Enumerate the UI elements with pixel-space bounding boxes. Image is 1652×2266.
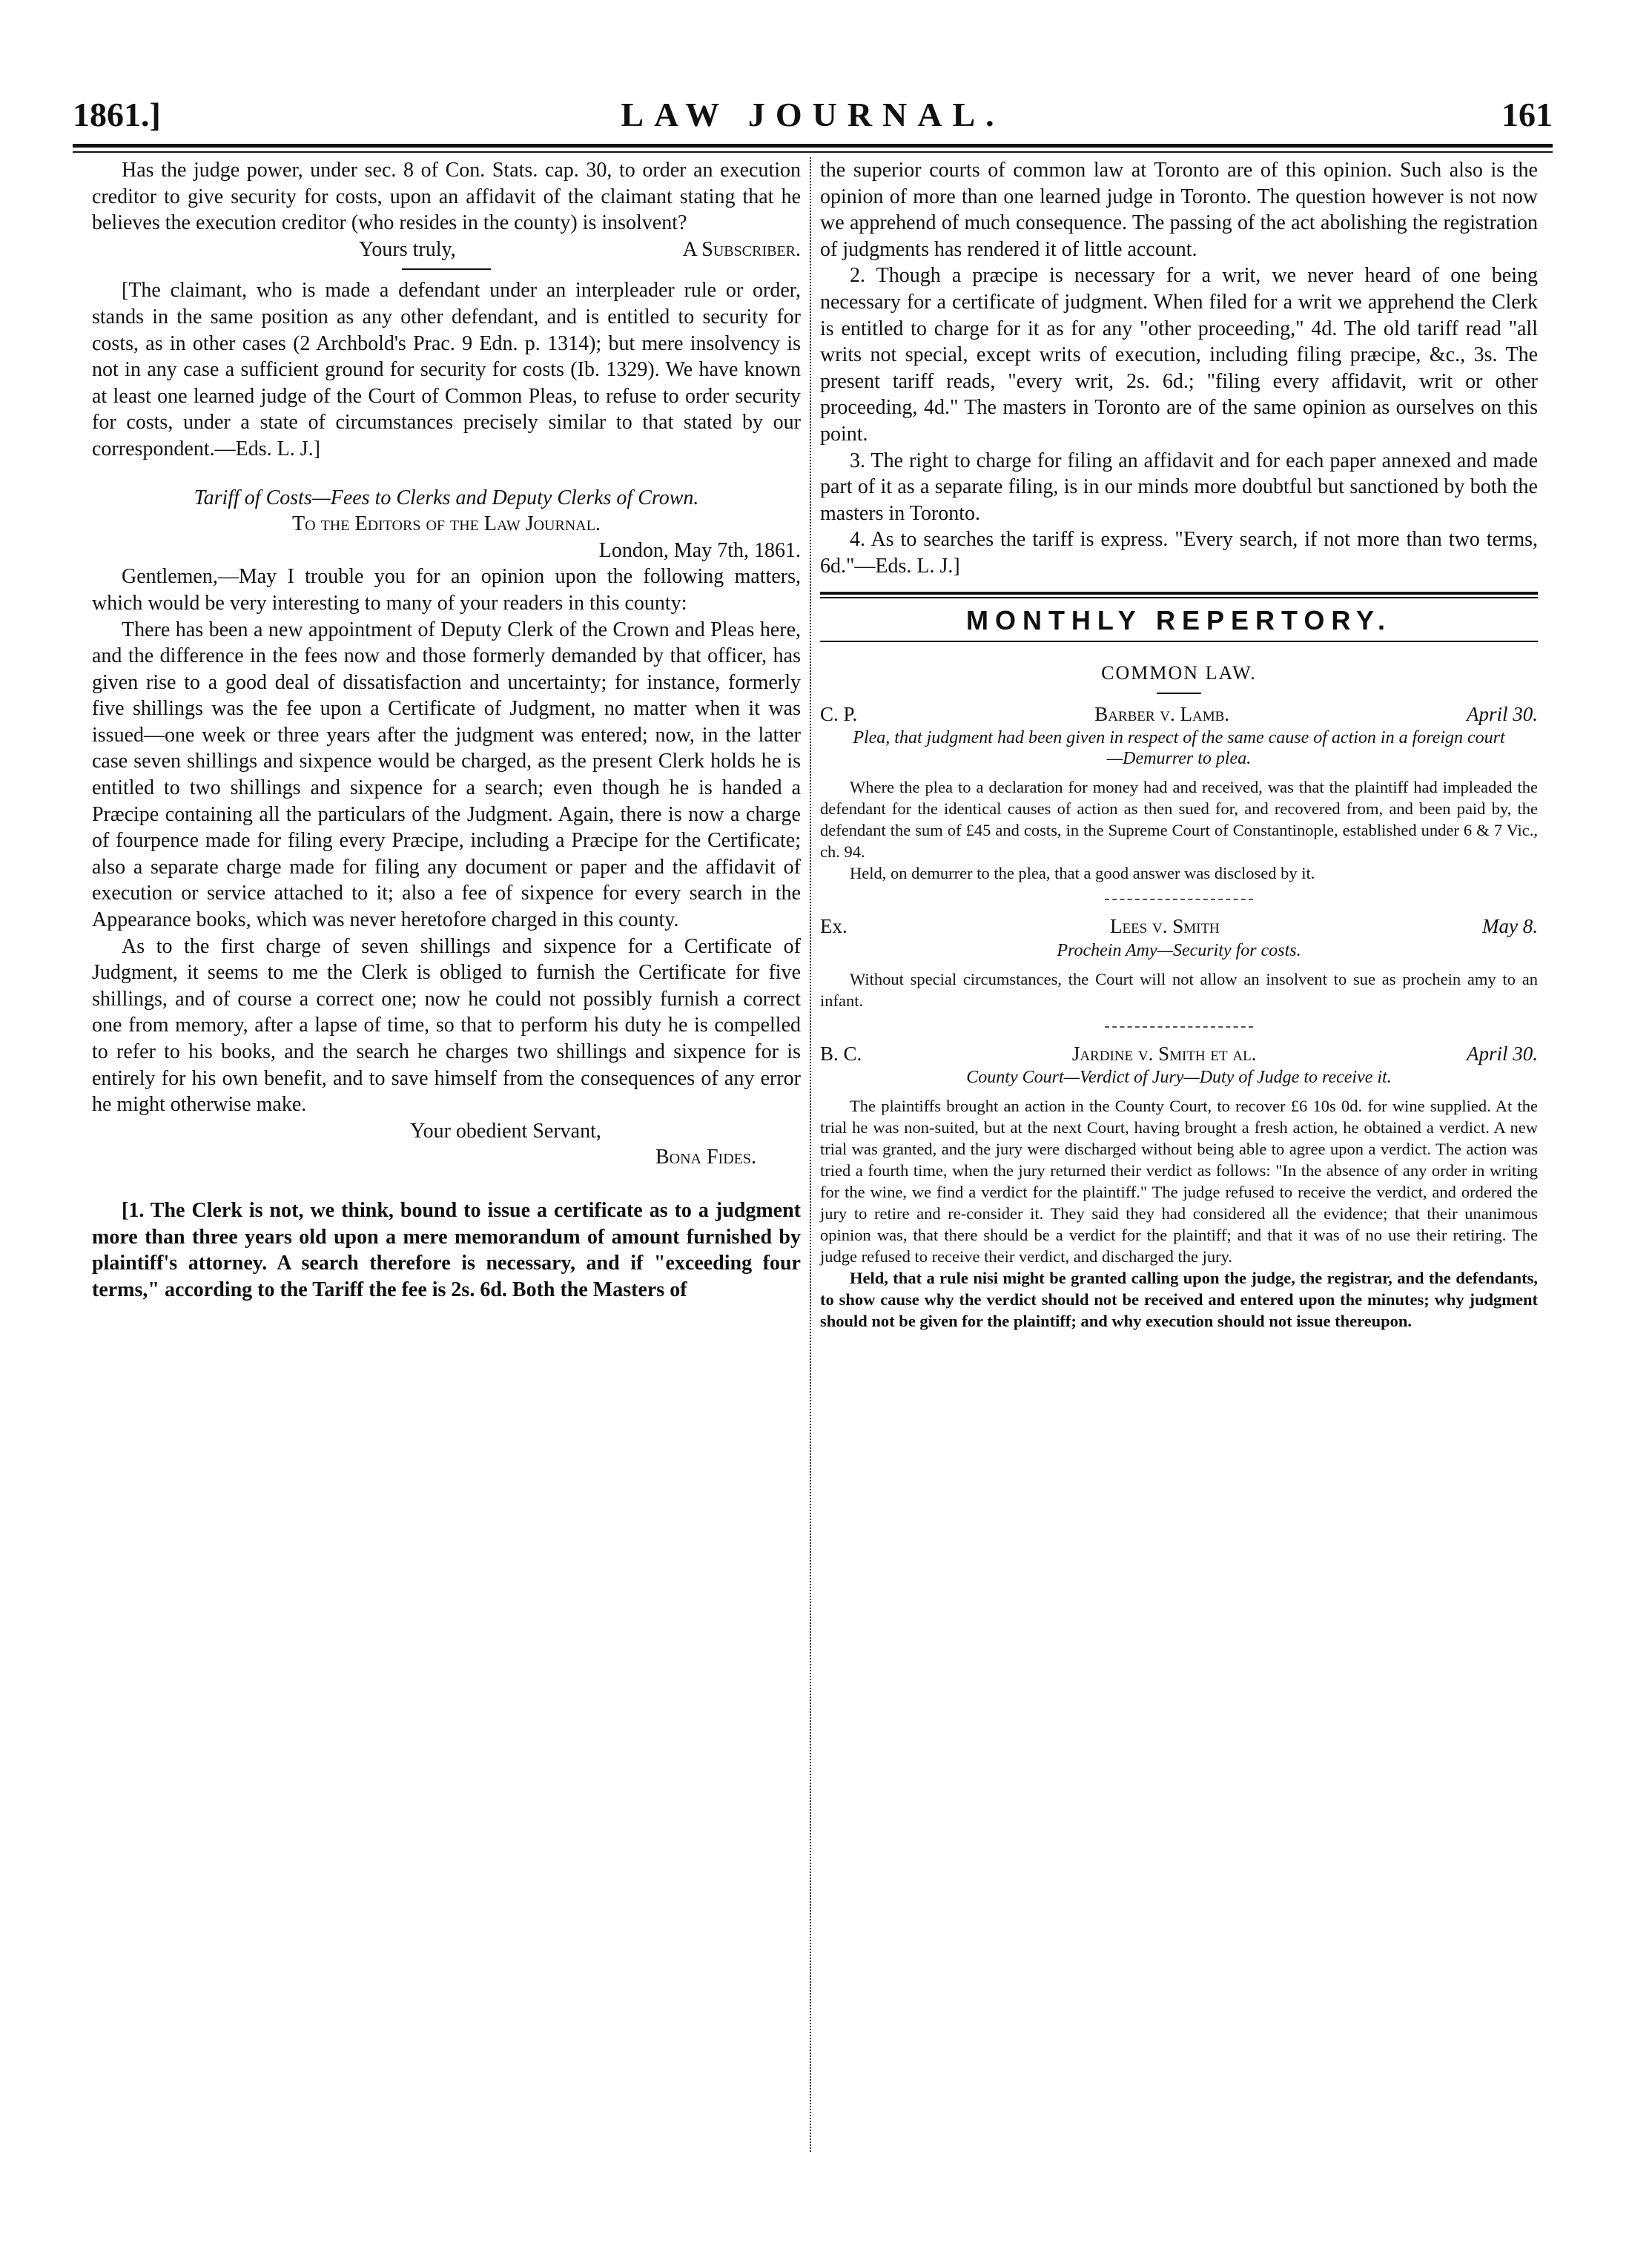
running-header bbox=[73, 95, 1553, 139]
case-date: April 30. bbox=[1466, 1042, 1538, 1065]
repertory-rule-bottom bbox=[820, 641, 1538, 642]
case-body: Where the plea to a declaration for money had and received, was that the plaintiff had impleaded the defendant for the identical causes of action as then sued for, and recovered from, and been paid by, the defendant the sum of £45 and costs, in the Supreme Court of Constantinople, established under 6 & 7 Vic., ch. 94. bbox=[820, 778, 1538, 862]
case-court: B. C. bbox=[820, 1042, 862, 1065]
question-paragraph: Has the judge power, under sec. 8 of Con. Stats. cap. 30, to order an execution creditor to give security for costs, upon an affidavit of the claimant stating that he believes the execution creditor (who resides in the county) is insolvent? bbox=[92, 159, 801, 235]
question-signer: A Subscriber. bbox=[682, 237, 801, 261]
case-body: The plaintiffs brought an action in the County Court, to recover £6 10s 0d. for wine supplied. At the trial he was non-suited, but at the next Court, having brought a fresh action, he obtained a verdict. A new trial was granted, and the jury were discharged without being able to agree upon a verdict. The action was tried a fourth time, when the jury returned their verdict as follows: "In the absence of any order in writing for the wine, we find a verdict for the plaintiff." The judge refused to receive the verdict, and ordered the jury to retire and re-consider it. They said they had considered all the evidence; that their unanimous opinion was, that there should be a verdict for the plaintiff; and that it was of no use their retiring. The judge refused to receive their verdict, and discharged the jury. bbox=[820, 1097, 1538, 1266]
editors-reply-3: 3. The right to charge for filing an affidavit and for each paper annexed and made part of it as a separate filing, is in our minds more doubtful but sanctioned by both the masters in Toronto. bbox=[820, 449, 1538, 525]
to-editors: To the Editors of the Law Journal. bbox=[292, 512, 601, 536]
editors-reply-4: 4. As to searches the tariff is express. "Every search, if not more than two terms, 6d."—Eds. L. J.] bbox=[820, 528, 1538, 578]
case-court: Ex. bbox=[820, 915, 848, 938]
letter-paragraph-1: Gentlemen,—May I trouble you for an opinion upon the following matters, which would be very interesting to many of your readers in this county: bbox=[92, 565, 801, 615]
case-subject: Plea, that judgment had been given in respect of the same cause of action in a foreign court—Demurrer to plea. bbox=[853, 728, 1505, 769]
divider bbox=[1105, 899, 1253, 900]
section-common-law: COMMON LAW. bbox=[1101, 662, 1257, 684]
monthly-repertory-title: MONTHLY REPERTORY. bbox=[965, 604, 1392, 635]
case-entry bbox=[820, 1041, 1538, 1332]
header-title: LAW JOURNAL. bbox=[621, 96, 1005, 133]
letter-close: Your obedient Servant, bbox=[410, 1119, 601, 1143]
left-column bbox=[92, 157, 801, 1303]
case-name: Jardine v. Smith et al. bbox=[1071, 1042, 1257, 1065]
editors-reply-2: 2. Though a præcipe is necessary for a writ, we never heard of one being necessary for a certificate of judgment. When filed for a writ we apprehend the Clerk is entitled to charge for it as for any "other proceeding," 4d. The old tariff read "all writs not special, except writs of execution, including filing præcipe, &c., 3s. The present tariff reads, "every writ, 2s. 6d.; "filing every affidavit, writ or other proceeding, 4d." The masters in Toronto are of the same opinion as ourselves on this point. bbox=[820, 264, 1538, 446]
editors-reply-continued: the superior courts of common law at Toronto are of this opinion. Such also is the opinion of more than one learned judge in Toronto. The question however is not now we apprehend of much consequence. The passing of the act abolishing the registration of judgments has rendered it of little account. bbox=[820, 159, 1538, 261]
case-court: C. P. bbox=[820, 702, 858, 725]
letter-signer: Bona Fides. bbox=[655, 1146, 756, 1169]
header-rule-thick bbox=[73, 144, 1553, 148]
letter-paragraph-3: As to the first charge of seven shillings and sixpence for a Certificate of Judgment, it seems to me the Clerk is obliged to furnish the Certificate for five shillings, and of course a correct one; now he could not possibly furnish a correct one from memory, after a lapse of time, so that to perform his duty he is compelled to refer to his books, and the search he charges two shillings and sixpence for is entirely for his own benefit, and to save himself from the consequences of any error he might otherwise make. bbox=[92, 934, 801, 1117]
question-close: Yours truly, bbox=[359, 237, 456, 261]
divider bbox=[402, 268, 491, 270]
case-subject: County Court—Verdict of Jury—Duty of Judge to receive it. bbox=[966, 1068, 1392, 1088]
right-column bbox=[820, 157, 1538, 1332]
divider bbox=[1157, 693, 1201, 694]
case-name: Lees v. Smith bbox=[1109, 915, 1220, 938]
header-rule-thin bbox=[73, 151, 1553, 153]
case-date: May 8. bbox=[1482, 915, 1538, 938]
case-subject: Prochein Amy—Security for costs. bbox=[1057, 940, 1301, 960]
case-held: Held, on demurrer to the plea, that a good answer was disclosed by it. bbox=[850, 864, 1315, 883]
case-body: Without special circumstances, the Court will not allow an insolvent to sue as prochein amy to an infant. bbox=[820, 969, 1538, 1010]
editors-reply-start: [1. The Clerk is not, we think, bound to issue a certificate as to a judgment more than three years old upon a mere memorandum of amount furnished by plaintiff's attorney. A search therefore is necessary, and if "exceeding four terms," according to the Tariff the fee is 2s. 6d. Both the Masters of bbox=[92, 1198, 801, 1301]
case-header bbox=[820, 701, 1538, 728]
tariff-heading: Tariff of Costs—Fees to Clerks and Deputy Clerks of Crown. bbox=[194, 486, 699, 509]
case-date: April 30. bbox=[1466, 702, 1538, 725]
case-header bbox=[820, 1041, 1538, 1068]
case-entry bbox=[820, 701, 1538, 885]
header-year: 1861.] bbox=[73, 96, 161, 133]
repertory-rule-top bbox=[820, 592, 1538, 598]
question-signature bbox=[359, 237, 801, 263]
divider bbox=[1105, 1026, 1253, 1028]
page-number: 161 bbox=[1501, 96, 1553, 133]
case-held: Held, that a rule nisi might be granted calling upon the judge, the registrar, and the defendants, to show cause why the verdict should not be received and entered upon the minutes; why judgment should not be given for the plaintiff; and why execution should not issue thereupon. bbox=[820, 1269, 1538, 1331]
column-divider bbox=[810, 157, 811, 2152]
case-name: Barber v. Lamb. bbox=[1094, 702, 1230, 725]
letter-dateline: London, May 7th, 1861. bbox=[598, 538, 801, 562]
case-entry bbox=[820, 914, 1538, 1011]
letter-paragraph-2: There has been a new appointment of Deputy Clerk of the Crown and Pleas here, and the difference in the fees now and those formerly demanded by that officer, has given rise to a good deal of dissatisfaction and uncertainty; for instance, formerly five shillings was the fee upon a Certificate of Judgment, no matter when it was issued—one week or three years after the judgment was entered; now, in the latter case seven shillings and sixpence would be charged, as the present Clerk holds he is entitled to two shillings and sixpence for a search; even though he is handed a Præcipe containing all the particulars of the Judgment. Again, there is now a charge of fourpence made for filing every Præcipe, including a Præcipe for the Certificate; also a separate charge made for filing any document or paper and the affidavit of execution or service attached to it; also a fee of sixpence for every search in the Appearance books, which was never heretofore charged in this county. bbox=[92, 618, 801, 932]
editors-answer-1: [The claimant, who is made a defendant under an interpleader rule or order, stands in the same position as any other defendant, and is entitled to security for costs, as in other cases (2 Archbold's Prac. 9 Edn. p. 1314); but mere insolvency is not in any case a sufficient ground for security for costs (Ib. 1329). We have known at least one learned judge of the Court of Common Pleas, to refuse to order security for costs, under a state of circumstances precisely similar to that stated by our correspondent.—Eds. L. J.] bbox=[92, 279, 801, 460]
case-header bbox=[820, 914, 1538, 940]
